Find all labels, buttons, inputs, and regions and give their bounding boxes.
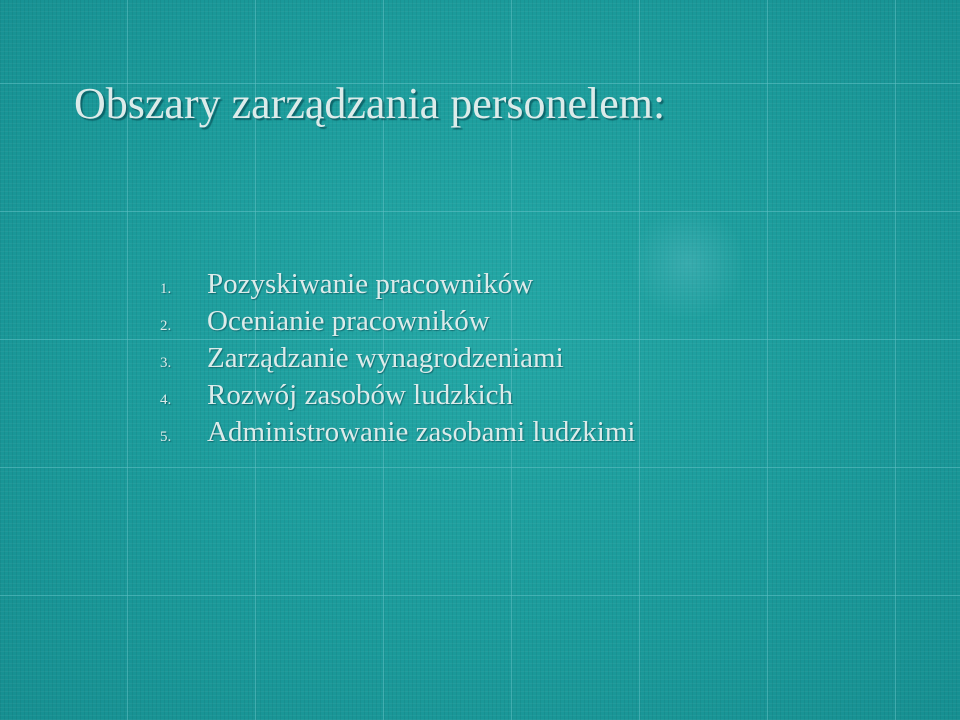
list-item-number: 2. — [160, 318, 172, 334]
list-item-text: Zarządzanie wynagrodzeniami — [207, 342, 564, 374]
list-item — [160, 340, 680, 376]
list-item-text: Pozyskiwanie pracowników — [207, 268, 534, 300]
list-item — [160, 377, 680, 413]
list-item-text: Administrowanie zasobami ludzkimi — [207, 416, 636, 448]
list-item — [160, 414, 680, 450]
slide-title: Obszary zarządzania personelem: — [74, 79, 666, 128]
list-item-text: Ocenianie pracowników — [207, 305, 490, 337]
list-item-number: 3. — [160, 355, 172, 371]
list-item-number: 1. — [160, 281, 172, 297]
list-item-number: 4. — [160, 392, 172, 408]
list-item — [160, 266, 680, 302]
list-item — [160, 303, 680, 339]
numbered-list — [160, 266, 680, 451]
list-item-number: 5. — [160, 429, 172, 445]
list-item-text: Rozwój zasobów ludzkich — [207, 379, 514, 411]
